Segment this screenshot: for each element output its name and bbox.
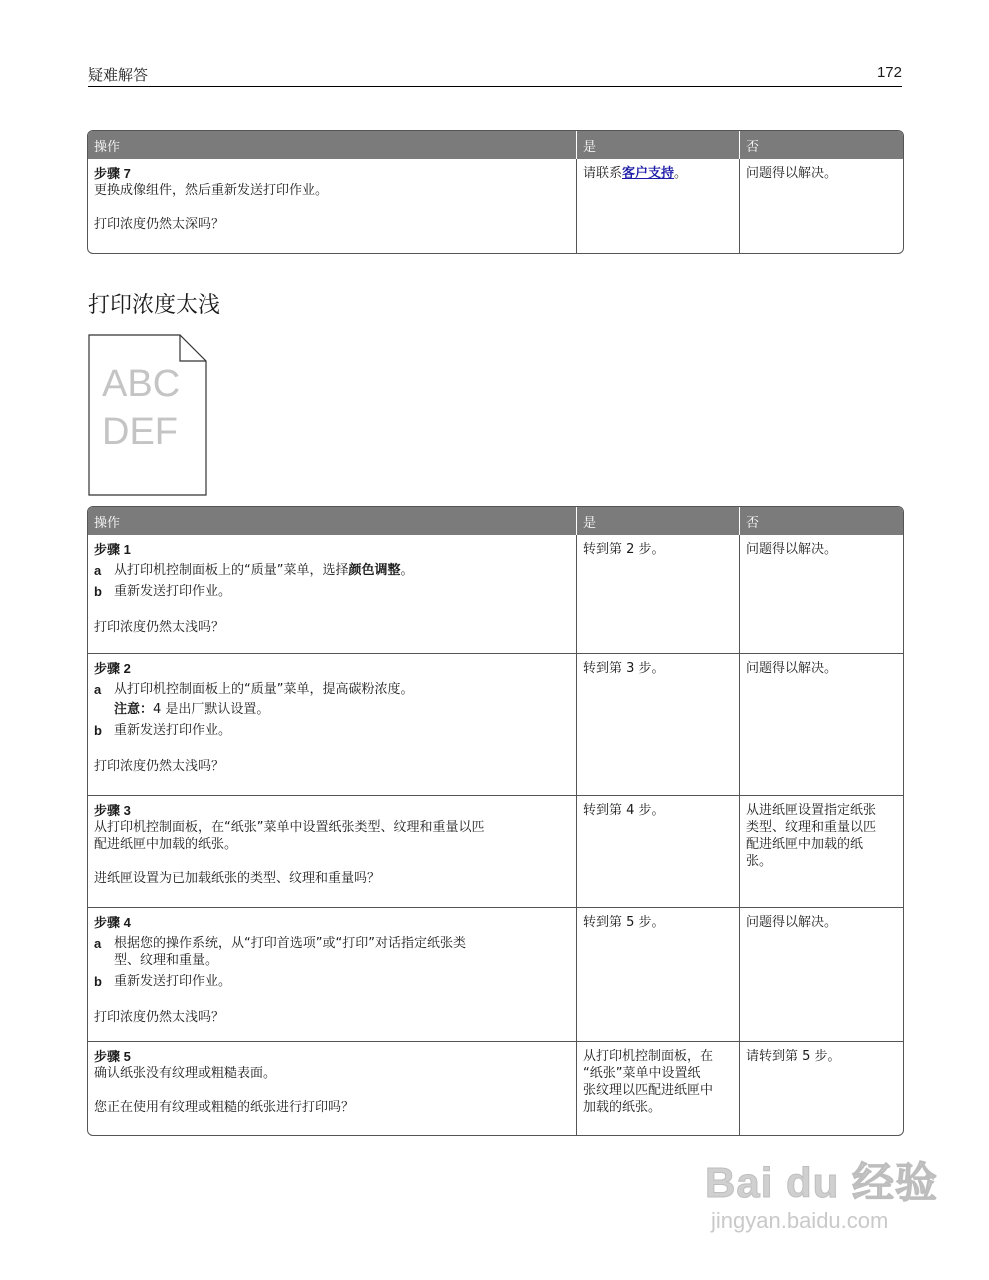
- substep-text: 重新发送打印作业。: [114, 974, 232, 989]
- yes-text-prefix: 请联系: [583, 166, 623, 181]
- baidu-jingyan-watermark: [705, 1150, 945, 1240]
- step-text: 从打印机控制面板，在“纸张”菜单中设置纸张类型、纹理和重量以匹: [94, 820, 485, 835]
- column-header-action: 操作: [88, 131, 576, 159]
- yes-text-suffix: 。: [674, 166, 688, 181]
- page-header: [88, 62, 902, 87]
- page-number: 172: [876, 64, 902, 81]
- action-cell: [88, 1041, 576, 1135]
- table-header-row: [88, 507, 903, 535]
- table-step7: [87, 130, 904, 254]
- yes-cell: 转到第 5 步。: [576, 907, 739, 1041]
- yes-cell: 转到第 2 步。: [576, 535, 739, 653]
- step-title: 步骤 4: [94, 915, 131, 930]
- action-cell: [88, 907, 576, 1041]
- illustration-text-line2: DEF: [102, 411, 178, 453]
- step-title: 步骤 5: [94, 1049, 131, 1064]
- yes-cell: 从打印机控制面板，在 “纸张”菜单中设置纸 张纹理以匹配进纸匣中 加载的纸张。: [576, 1041, 739, 1135]
- no-cell: 问题得以解决。: [739, 907, 903, 1041]
- table-row-step3: [88, 795, 903, 907]
- light-print-illustration: [88, 334, 208, 496]
- note-text: 4 是出厂默认设置。: [153, 702, 270, 717]
- yes-cell: 转到第 4 步。: [576, 795, 739, 907]
- substep-b: [94, 722, 570, 739]
- customer-support-link[interactable]: 客户支持: [622, 166, 675, 181]
- substep-a: [94, 681, 570, 698]
- step-text: 更换成像组件，然后重新发送打印作业。: [94, 183, 329, 198]
- substep-text: 重新发送打印作业。: [114, 723, 232, 738]
- substep-marker: a: [94, 563, 102, 578]
- step-text: 配进纸匣中加载的纸张。: [94, 837, 238, 852]
- action-cell: [88, 159, 576, 253]
- column-header-yes: 是: [576, 131, 739, 159]
- substep-marker: b: [94, 974, 102, 989]
- step-text: 确认纸张没有纹理或粗糙表面。: [94, 1066, 277, 1081]
- table-row-step2: [88, 653, 903, 795]
- substep-marker: b: [94, 584, 102, 599]
- step-question: 打印浓度仍然太浅吗？: [94, 759, 225, 774]
- step-title: 步骤 1: [94, 542, 131, 557]
- yes-cell: 转到第 3 步。: [576, 653, 739, 795]
- substep-text: 从打印机控制面板上的“质量”菜单，选择颜色调整。: [114, 563, 414, 578]
- action-cell: [88, 795, 576, 907]
- substep-marker: a: [94, 682, 102, 697]
- table-row: [88, 159, 903, 253]
- column-header-no: 否: [739, 131, 903, 159]
- no-cell: 请转到第 5 步。: [739, 1041, 903, 1135]
- step-question: 进纸匣设置为已加载纸张的类型、纹理和重量吗？: [94, 871, 381, 886]
- table-light-print-steps: [87, 506, 904, 1136]
- table-row-step5: [88, 1041, 903, 1135]
- substep-marker: b: [94, 723, 102, 738]
- table-row-step1: [88, 535, 903, 653]
- watermark-logo: Bai du 经验: [705, 1159, 939, 1206]
- step-question: 您正在使用有纹理或粗糙的纸张进行打印吗？: [94, 1100, 355, 1115]
- no-cell: 问题得以解决。: [739, 653, 903, 795]
- no-cell: 从进纸匣设置指定纸张 类型、纹理和重量以匹 配进纸匣中加载的纸 张。: [739, 795, 903, 907]
- substep-text: 重新发送打印作业。: [114, 584, 232, 599]
- column-header-yes: 是: [576, 507, 739, 535]
- substep-text: 根据您的操作系统，从“打印首选项”或“打印”对话指定纸张类 型、纹理和重量。: [114, 936, 466, 968]
- substep-b: [94, 583, 570, 600]
- table-header-row: [88, 131, 903, 159]
- no-cell: 问题得以解决。: [739, 159, 903, 253]
- step-title: 步骤 2: [94, 661, 131, 676]
- table-row-step4: [88, 907, 903, 1041]
- column-header-action: 操作: [88, 507, 576, 535]
- illustration-text-line1: ABC: [102, 363, 181, 405]
- action-cell: [88, 653, 576, 795]
- header-section-name: 疑难解答: [88, 66, 149, 84]
- color-adjust-option: 颜色调整: [348, 563, 401, 578]
- substep-a: [94, 562, 570, 579]
- step-question: 打印浓度仍然太浅吗？: [94, 1010, 225, 1025]
- section-heading: 打印浓度太浅: [88, 293, 221, 318]
- note: [114, 701, 570, 718]
- action-cell: [88, 535, 576, 653]
- substep-a: [94, 935, 570, 969]
- substep-marker: a: [94, 936, 102, 951]
- note-label: 注意：: [114, 702, 154, 717]
- step-title: 步骤 3: [94, 803, 131, 818]
- step-question: 打印浓度仍然太深吗？: [94, 217, 225, 232]
- column-header-no: 否: [739, 507, 903, 535]
- watermark-url: jingyan.baidu.com: [711, 1208, 889, 1233]
- yes-cell: [576, 159, 739, 253]
- substep-text: 从打印机控制面板上的“质量”菜单，提高碳粉浓度。: [114, 682, 414, 697]
- no-cell: 问题得以解决。: [739, 535, 903, 653]
- substep-b: [94, 973, 570, 990]
- step-title: 步骤 7: [94, 166, 131, 181]
- step-question: 打印浓度仍然太浅吗？: [94, 620, 225, 635]
